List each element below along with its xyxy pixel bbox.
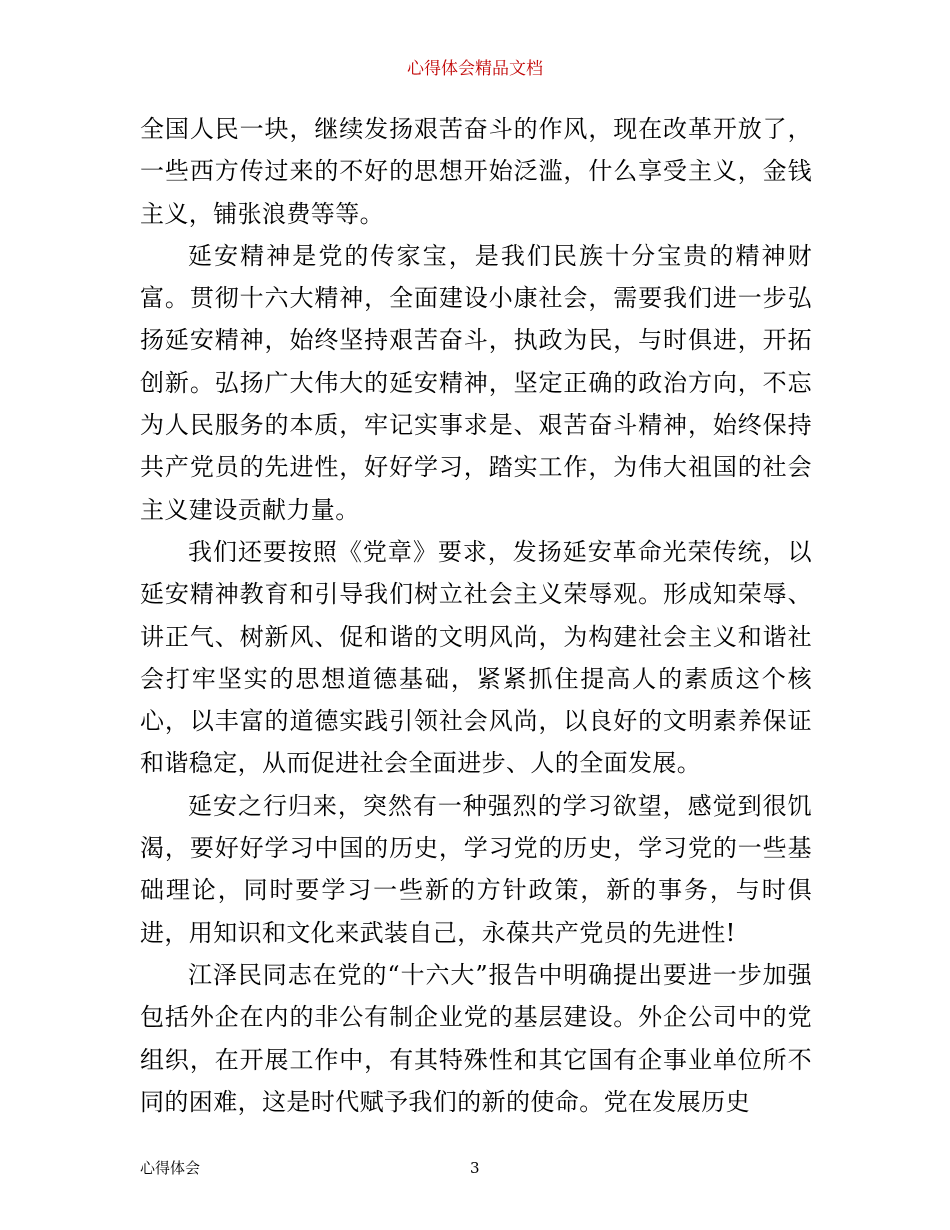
paragraph-3: 我们还要按照《党章》要求，发扬延安革命光荣传统，以延安精神教育和引导我们树立社会主义荣辱观。形成知荣辱、讲正气、树新风、促和谐的文明风尚，为构建社会主义和谐社会打牢坚实的思想道德基础，紧紧抓住提高人的素质这个核心，以丰富的道德实践引领社会风尚，以良好的文明素养保证和谐稳定，从而促进社会全面进步、人的全面发展。 [140, 537, 812, 778]
page-number: 3 [470, 1159, 480, 1177]
document-body [140, 108, 812, 1123]
paragraph-1: 全国人民一块，继续发扬艰苦奋斗的作风，现在改革开放了，一些西方传过来的不好的思想开始泛滥，什么享受主义，金钱主义，铺张浪费等等。 [140, 115, 812, 228]
footer-label: 心得体会 [140, 1159, 201, 1177]
paragraph-2: 延安精神是党的传家宝，是我们民族十分宝贵的精神财富。贯彻十六大精神，全面建设小康社会，需要我们进一步弘扬延安精神，始终坚持艰苦奋斗，执政为民，与时俱进，开拓创新。弘扬广大伟大的延安精神，坚定正确的政治方向，不忘为人民服务的本质，牢记实事求是、艰苦奋斗精神，始终保持共产党员的先进性，好好学习，踏实工作，为伟大祖国的社会主义建设贡献力量。 [140, 241, 812, 524]
page-header-title: 心得体会精品文档 [407, 59, 543, 79]
paragraph-4: 延安之行归来，突然有一种强烈的学习欲望，感觉到很饥渴，要好好学习中国的历史，学习党的历史，学习党的一些基础理论，同时要学习一些新的方针政策，新的事务，与时俱进，用知识和文化来武装自己，永葆共产党员的先进性! [140, 791, 812, 947]
page-footer [140, 1157, 812, 1179]
paragraph-5: 江泽民同志在党的“十六大”报告中明确提出要进一步加强包括外企在内的非公有制企业党的基层建设。外企公司中的党组织，在开展工作中，有其特殊性和其它国有企事业单位所不同的困难，这是时代赋予我们的新的使命。党在发展历史 [140, 960, 812, 1116]
